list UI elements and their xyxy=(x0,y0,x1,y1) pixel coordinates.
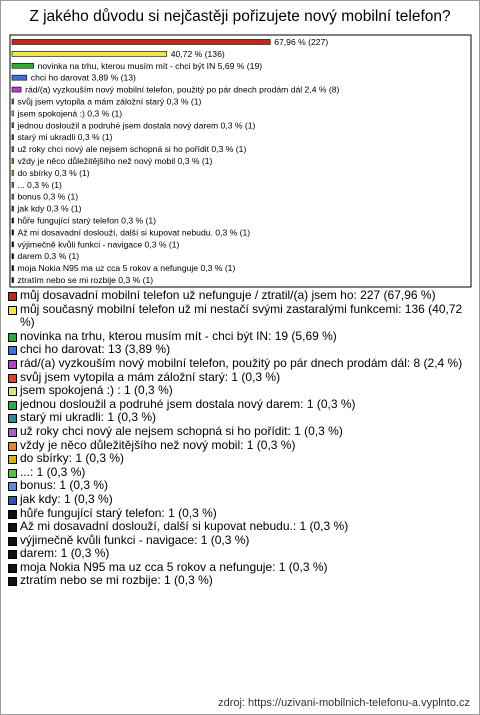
legend-item xyxy=(8,384,476,398)
bar-3 xyxy=(12,63,34,68)
bar-label-17: Až mi dosavadní doslouží, další si kupovat nebudu. 0,3 % (1) xyxy=(17,227,251,238)
bar-18 xyxy=(12,242,14,247)
legend-label: jednou dosloužil a podruhé jsem dostala nový darem: 1 (0,3 %) xyxy=(20,396,356,411)
bar-13 xyxy=(12,182,14,187)
legend-label: jak kdy: 1 (0,3 %) xyxy=(20,491,113,506)
bar-label-18: výjimečně kvůli funkci - navigace 0,3 % (1) xyxy=(17,239,180,250)
bar-label-9: starý mi ukradli 0,3 % (1) xyxy=(17,132,113,143)
bar-11 xyxy=(12,159,14,164)
legend-item xyxy=(8,479,476,493)
legend-swatch xyxy=(8,482,17,491)
legend-swatch xyxy=(8,469,17,478)
bar-9 xyxy=(12,135,14,140)
legend-label: do sbírky: 1 (0,3 %) xyxy=(20,451,125,466)
legend-swatch xyxy=(8,428,17,437)
legend-swatch xyxy=(8,360,17,369)
bar-chart xyxy=(0,0,480,290)
bar-16 xyxy=(12,218,14,223)
bar-1 xyxy=(12,39,270,44)
legend-label: hůře fungující starý telefon: 1 (0,3 %) xyxy=(20,505,217,520)
bar-8 xyxy=(12,123,14,128)
legend-item xyxy=(8,343,476,357)
legend-item xyxy=(8,425,476,439)
legend-swatch xyxy=(8,346,17,355)
bar-label-4: chci ho darovat 3,89 % (13) xyxy=(30,72,136,83)
legend-swatch xyxy=(8,442,17,451)
legend-label: svůj jsem vytopila a mám záložní starý: 1 (0,3 %) xyxy=(20,369,281,384)
bar-14 xyxy=(12,194,14,199)
bar-label-7: jsem spokojená :) 0,3 % (1) xyxy=(17,108,123,119)
legend-swatch xyxy=(8,387,17,396)
legend-label: už roky chci nový ale nejsem schopná si ho pořídit: 1 (0,3 %) xyxy=(20,423,343,438)
source-note: zdroj: https://uzivani-mobilnich-telefonu-a.vyplnto.cz xyxy=(218,697,470,709)
legend-label: novinka na trhu, kterou musím mít - chci být IN: 19 (5,69 %) xyxy=(20,328,337,343)
bar-label-11: vždy je něco důležitějšího než nový mobil 0,3 % (1) xyxy=(17,156,213,166)
legend-label: chci ho darovat: 13 (3,89 %) xyxy=(20,342,171,357)
legend-swatch xyxy=(8,550,17,559)
legend-label: Až mi dosavadní doslouží, další si kupovat nebudu.: 1 (0,3 %) xyxy=(20,519,349,534)
bar-label-6: svůj jsem vytopila a mám záložní starý 0,3 % (1) xyxy=(17,96,202,107)
legend-item xyxy=(8,452,476,466)
bar-label-10: už roky chci nový ale nejsem schopná si ho pořídit 0,3 % (1) xyxy=(17,144,247,155)
legend-item xyxy=(8,493,476,507)
legend-label: výjimečně kvůli funkci - navigace: 1 (0,3 %) xyxy=(20,532,250,547)
legend-item xyxy=(8,439,476,453)
bar-2 xyxy=(12,51,167,56)
legend-item xyxy=(8,574,476,588)
legend-item xyxy=(8,561,476,575)
bar-10 xyxy=(12,147,14,152)
legend-item xyxy=(8,466,476,480)
bar-12 xyxy=(12,170,14,175)
bar-7 xyxy=(12,111,14,116)
bar-label-3: novinka na trhu, kterou musím mít - chci být IN 5,69 % (19) xyxy=(37,60,263,71)
legend-item xyxy=(8,398,476,412)
legend-swatch xyxy=(8,306,17,315)
legend-swatch xyxy=(8,455,17,464)
legend-label: moja Nokia N95 ma uz cca 5 rokov a nefunguje: 1 (0,3 %) xyxy=(20,559,328,574)
legend-item xyxy=(8,289,476,303)
bar-label-13: ... 0,3 % (1) xyxy=(17,179,62,190)
legend-item xyxy=(8,357,476,371)
chart-legend xyxy=(8,289,476,588)
bar-5 xyxy=(12,87,21,92)
legend-swatch xyxy=(8,537,17,546)
legend-label: ztratím nebo se mi rozbije: 1 (0,3 %) xyxy=(20,573,213,588)
legend-label: můj současný mobilní telefon už mi nestačí svými zastaralými funkcemi: 136 (40,72 %) xyxy=(20,301,463,330)
bar-6 xyxy=(12,99,14,104)
bar-label-5: rád/(a) vyzkouším nový mobilní telefon, použitý po pár dnech prodám dál 2,4 % (8) xyxy=(25,84,340,95)
bar-label-16: hůře fungující starý telefon 0,3 % (1) xyxy=(17,215,157,226)
legend-label: rád/(a) vyzkouším nový mobilní telefon, použitý po pár dnech prodám dál: 8 (2,4 %) xyxy=(20,355,463,370)
legend-swatch xyxy=(8,577,17,586)
legend-item xyxy=(8,534,476,548)
bar-label-14: bonus 0,3 % (1) xyxy=(17,191,79,202)
legend-swatch xyxy=(8,523,17,532)
bar-4 xyxy=(12,75,27,80)
legend-item xyxy=(8,371,476,385)
legend-swatch xyxy=(8,564,17,573)
bar-label-12: do sbírky 0,3 % (1) xyxy=(17,167,90,178)
legend-swatch xyxy=(8,374,17,383)
legend-label: můj dosavadní mobilní telefon už nefunguje / ztratil/(a) jsem ho: 227 (67,96 %) xyxy=(20,288,436,302)
legend-label: vždy je něco důležitějšího než nový mobil: 1 (0,3 %) xyxy=(20,437,296,452)
legend-label: ...: 1 (0,3 %) xyxy=(20,464,86,479)
legend-swatch xyxy=(8,401,17,410)
bar-20 xyxy=(12,266,14,271)
legend-swatch xyxy=(8,333,17,342)
bar-21 xyxy=(12,278,14,283)
bar-label-15: jak kdy 0,3 % (1) xyxy=(17,203,82,214)
legend-item xyxy=(8,547,476,561)
bar-label-20: moja Nokia N95 ma uz cca 5 rokov a nefunguje 0,3 % (1) xyxy=(17,263,236,274)
legend-item xyxy=(8,507,476,521)
bar-label-21: ztratím nebo se mi rozbije 0,3 % (1) xyxy=(17,275,154,286)
bar-17 xyxy=(12,230,14,235)
legend-label: bonus: 1 (0,3 %) xyxy=(20,478,109,493)
legend-swatch xyxy=(8,510,17,519)
bar-label-8: jednou dosloužil a podruhé jsem dostala nový darem 0,3 % (1) xyxy=(17,120,256,131)
legend-label: jsem spokojená :) : 1 (0,3 %) xyxy=(20,383,173,398)
legend-item xyxy=(8,330,476,344)
bar-label-2: 40,72 % (136) xyxy=(170,48,225,59)
legend-item xyxy=(8,520,476,534)
bar-label-19: darem 0,3 % (1) xyxy=(17,251,80,262)
bar-19 xyxy=(12,254,14,259)
legend-item xyxy=(8,411,476,425)
chart-title: Z jakého důvodu si nejčastěji pořizujete nový mobilní telefon? xyxy=(29,8,451,25)
legend-swatch xyxy=(8,496,17,505)
legend-swatch xyxy=(8,414,17,423)
legend-swatch xyxy=(8,292,17,301)
bar-15 xyxy=(12,206,14,211)
bar-label-1: 67,96 % (227) xyxy=(274,36,329,47)
legend-label: darem: 1 (0,3 %) xyxy=(20,546,110,561)
legend-item xyxy=(8,303,476,330)
legend-label: starý mi ukradli: 1 (0,3 %) xyxy=(20,410,157,425)
